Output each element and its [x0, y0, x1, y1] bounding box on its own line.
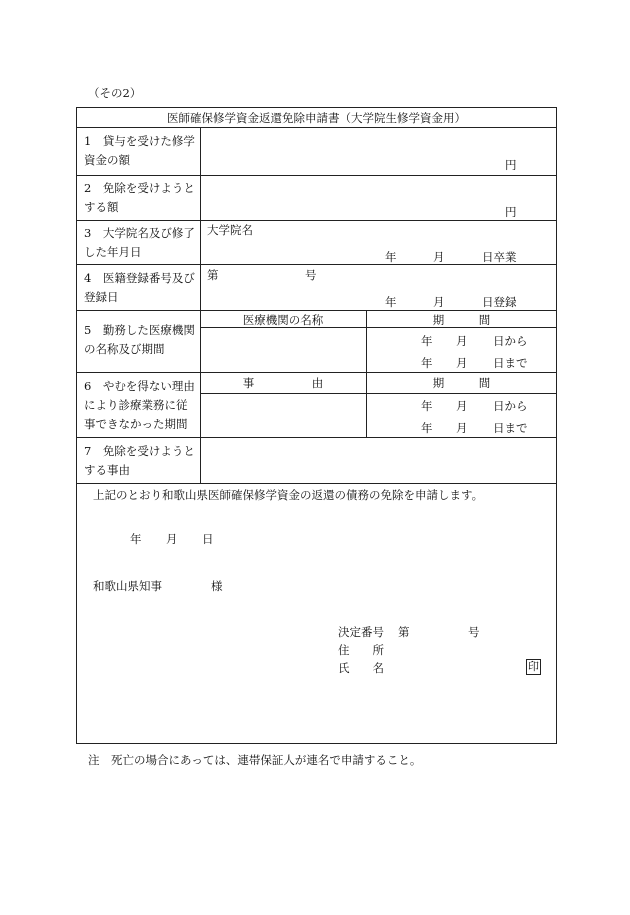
row5-label-line1: 5 勤務した医療機関 [84, 323, 195, 337]
footnote: 注 死亡の場合にあっては、連帯保証人が連名で申請すること。 [88, 753, 422, 767]
registration-dai-label: 第 [207, 268, 219, 282]
row7-label-line2: する事由 [84, 463, 130, 477]
leave-from-day: 日から [493, 399, 528, 413]
row7-label-line1: 7 免除を受けようと [84, 444, 195, 458]
form-title: 医師確保修学資金返還免除申請書（大学院生修学資金用） [167, 111, 466, 125]
form-number: （その2） [88, 86, 142, 100]
row1-label-line2: 資金の額 [84, 153, 130, 167]
addressee-honorific: 様 [211, 579, 223, 593]
address-label: 住 所 [338, 643, 384, 657]
leave-period-header: 期 間 [432, 376, 491, 390]
graduation-year-label: 年 [385, 250, 397, 264]
row3-label-line1: 3 大学院名及び修了 [84, 226, 195, 240]
application-month-label: 月 [166, 532, 178, 546]
row2-label-line1: 2 免除を受けようと [84, 181, 195, 195]
declaration-statement: 上記のとおり和歌山県医師確保修学資金の返還の債務の免除を申請します。 [93, 488, 484, 502]
leave-to-day: 日まで [493, 421, 528, 435]
reason-header: 事 由 [242, 376, 324, 390]
work-from-day: 日から [493, 334, 528, 348]
name-label: 氏 名 [338, 661, 384, 675]
addressee: 和歌山県知事 [93, 579, 162, 593]
leave-to-year: 年 [421, 421, 433, 435]
row2-unit: 円 [505, 205, 517, 219]
leave-to-month: 月 [456, 421, 468, 435]
work-to-day: 日まで [493, 356, 528, 370]
work-from-year: 年 [421, 334, 433, 348]
row5-label-line2: の名称及び期間 [84, 342, 165, 356]
row6-label-line1: 6 やむを得ない理由 [84, 379, 195, 393]
row6-label-line3: 事できなかった期間 [84, 417, 188, 431]
row1-unit: 円 [505, 158, 517, 172]
application-year-label: 年 [130, 532, 142, 546]
row2-label-line2: する額 [84, 200, 119, 214]
decision-go-label: 号 [468, 625, 480, 639]
decision-number-label: 決定番号 [338, 625, 384, 639]
graduate-school-name-field: 大学院名 [207, 223, 253, 237]
row1-label-line1: 1 貸与を受けた修学 [84, 134, 195, 148]
graduation-month-label: 月 [433, 250, 445, 264]
decision-dai-label: 第 [398, 625, 410, 639]
leave-from-month: 月 [456, 399, 468, 413]
work-to-month: 月 [456, 356, 468, 370]
row3-label-line2: した年月日 [84, 245, 142, 259]
work-to-year: 年 [421, 356, 433, 370]
work-from-month: 月 [456, 334, 468, 348]
row4-label-line1: 4 医籍登録番号及び [84, 271, 195, 285]
graduation-day-label: 日卒業 [482, 250, 517, 264]
institution-name-header: 医療機関の名称 [242, 313, 324, 327]
row4-label-line2: 登録日 [84, 290, 119, 304]
application-day-label: 日 [202, 532, 214, 546]
registration-day-label: 日登録 [482, 295, 517, 309]
registration-month-label: 月 [433, 295, 445, 309]
registration-year-label: 年 [385, 295, 397, 309]
registration-go-label: 号 [305, 268, 317, 282]
seal-mark: 印 [528, 660, 539, 673]
work-period-header: 期 間 [432, 313, 491, 327]
row6-label-line2: により診療業務に従 [84, 398, 188, 412]
leave-from-year: 年 [421, 399, 433, 413]
